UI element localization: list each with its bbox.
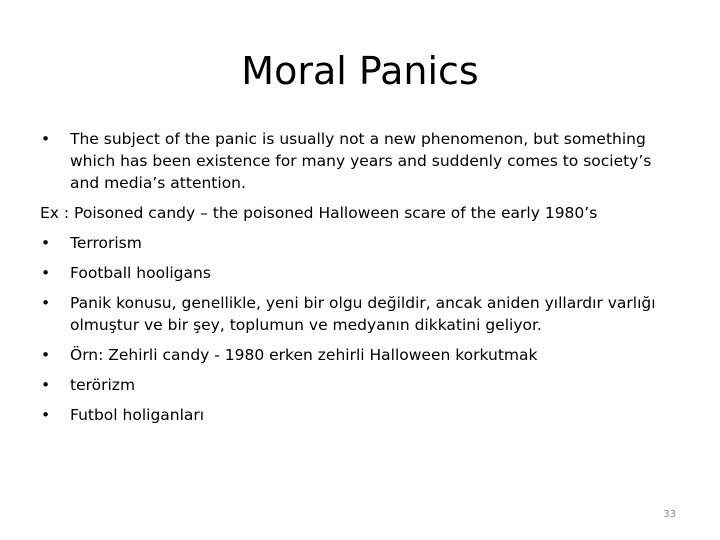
bullet-icon: •: [41, 264, 51, 282]
list-item: [40, 292, 684, 336]
list-item: [40, 232, 684, 254]
bullet-icon: •: [41, 346, 51, 364]
list-item-text: Futbol holiganları: [70, 406, 205, 424]
list-item-text: Panik konusu, genellikle, yeni bir olgu değildir, ancak aniden yıllardır varlığı olmuştur ve bir şey, toplumun ve medyanın dikkatini geliyor.: [70, 294, 656, 334]
list-item: [40, 128, 684, 194]
bullet-icon: •: [41, 376, 51, 394]
list-item-text: Örn: Zehirli candy - 1980 erken zehirli Halloween korkutmak: [70, 346, 538, 364]
list-item-text: The subject of the panic is usually not a new phenomenon, but something which has been existence for many years and suddenly comes to society’s and media’s attention.: [70, 130, 652, 192]
bullet-icon: •: [41, 406, 51, 424]
list-item: [40, 262, 684, 284]
bullet-list: [40, 128, 684, 434]
list-item: [40, 374, 684, 396]
list-item-text: terörizm: [70, 376, 136, 394]
list-item-text: Football hooligans: [70, 264, 211, 282]
bullet-icon: •: [41, 234, 51, 252]
slide-number: 33: [663, 509, 676, 520]
list-item: [40, 344, 684, 366]
bullet-icon: •: [41, 294, 51, 312]
list-item: [40, 404, 684, 426]
list-item: [40, 202, 684, 224]
list-item-text: Ex : Poisoned candy – the poisoned Halloween scare of the early 1980’s: [40, 204, 598, 222]
list-item-text: Terrorism: [70, 234, 142, 252]
bullet-icon: •: [41, 130, 51, 148]
slide-title: Moral Panics: [241, 49, 479, 93]
